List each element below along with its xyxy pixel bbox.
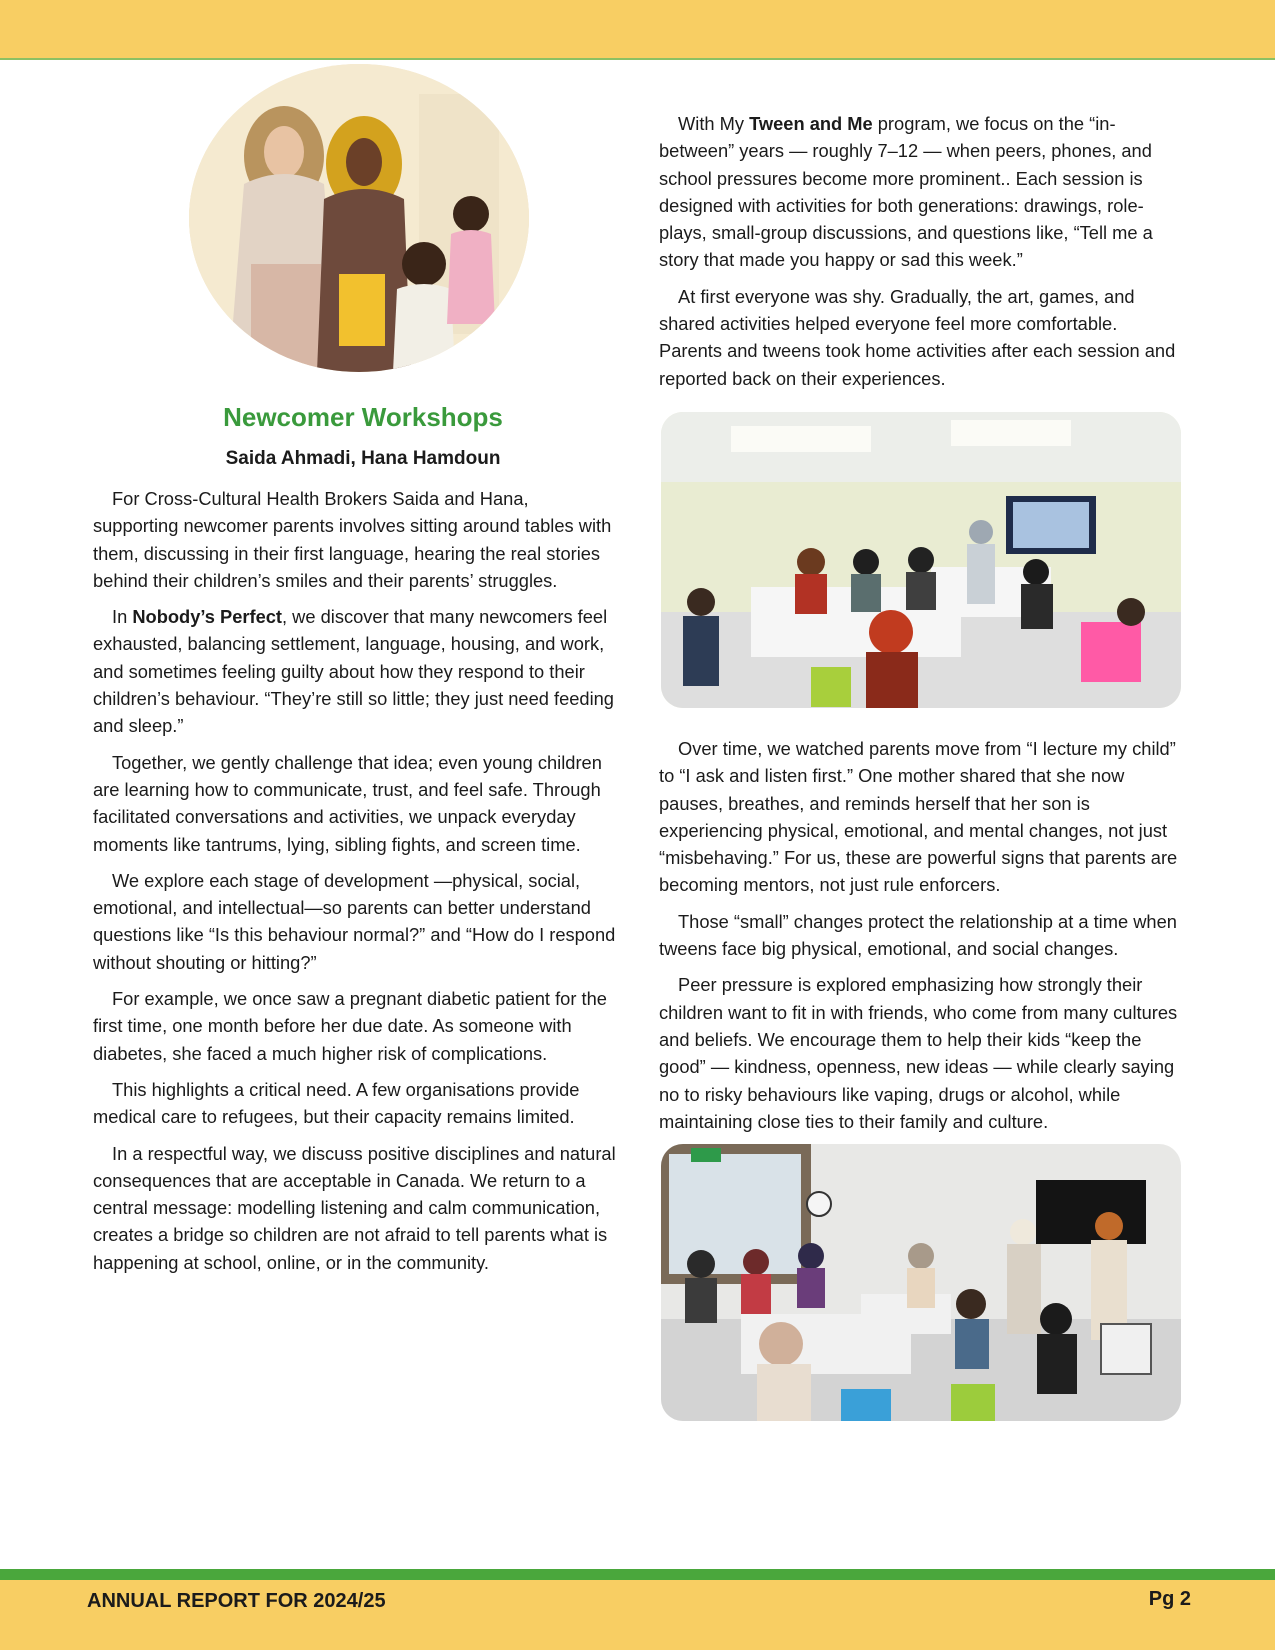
left-article-body: [93, 485, 618, 1285]
paragraph-text: This highlights a critical need. A few organisations provide medical care to refugees, but their capacity remains limited.: [93, 1078, 580, 1128]
paragraph-text: We explore each stage of development —physical, social, emotional, and intellectual—so parents can better understand questions like “Is this behaviour normal?” and “How do I respond without shouting or hitting?”: [93, 869, 616, 973]
section-authors: Saida Ahmadi, Hana Hamdoun: [225, 448, 501, 469]
paragraph-text: In a respectful way, we discuss positive disciplines and natural consequences that are acceptable in Canada. We return to a central message: modelling listening and calm communication, creates a bridge so children are not afraid to tell parents what is happening at school, online, or in the community.: [93, 1142, 616, 1273]
paragraph: [93, 749, 618, 858]
paragraph: [659, 735, 1184, 899]
paragraph-text: Peer pressure is explored emphasizing how strongly their children want to fit in with friends, who come from many cultures and beliefs. We encourage them to help their kids “keep the good” — kindness, openness, new ideas — while clearly saying no to risky behaviours like vaping, drugs or alcohol, while maintaining close ties to their family and culture.: [659, 974, 1178, 1132]
paragraph: [93, 1076, 618, 1131]
paragraph: [93, 1140, 618, 1276]
paragraph-text: Together, we gently challenge that idea; even young children are learning how to communicate, trust, and feel safe. Through facilitated conversations and activities, we unpack everyday moments like tantrums, lying, sibling fights, and screen time.: [93, 751, 602, 855]
paragraph: [93, 867, 618, 976]
paragraph: [93, 485, 618, 594]
paragraph-text: , we discover that many newcomers feel exhausted, balancing settlement, language, housing, and work, and sometimes feeling guilty about how they respond to their children’s behaviour. “They’re still so little; they just need feeding and sleep.”: [93, 606, 614, 737]
report-label: ANNUAL REPORT FOR 2024/25: [87, 1590, 386, 1612]
paragraph-text: Over time, we watched parents move from “I lecture my child” to “I ask and listen first.” One mother shared that she now pauses, breathes, and reminds herself that her son is experiencing physical, emotional, and mental changes, not just “misbehaving.” For us, these are powerful signs that parents are becoming mentors, not just rule enforcers.: [659, 737, 1178, 896]
group-illustration: [661, 1144, 1181, 1421]
page-number: Pg 2: [1148, 1588, 1191, 1610]
paragraph: [659, 971, 1184, 1135]
workshop-photo-group: [661, 1144, 1181, 1421]
paragraph: [93, 985, 618, 1067]
workshop-photo-classroom: [661, 412, 1181, 708]
paragraph: [93, 603, 618, 739]
paragraph: [659, 908, 1184, 963]
header-band: [0, 0, 1275, 58]
paragraph: [659, 110, 1184, 274]
right-column: [659, 110, 1184, 1421]
section-title: Newcomer Workshops: [223, 402, 503, 432]
program-name-nobodys-perfect: Nobody’s Perfect: [132, 606, 282, 628]
paragraph-text: In: [112, 606, 133, 628]
header-rule: [0, 58, 1275, 60]
program-name-tween-and-me: Tween and Me: [749, 113, 873, 134]
staff-portrait-photo: [189, 64, 529, 372]
paragraph-text: For example, we once saw a pregnant diabetic patient for the first time, one month before her due date. As someone with diabetes, she faced a much higher risk of complications.: [93, 988, 607, 1064]
portrait-illustration: [189, 64, 529, 372]
footer-rule: [0, 1569, 1275, 1580]
paragraph-text: With My: [678, 113, 750, 134]
paragraph-text: At first everyone was shy. Gradually, the art, games, and shared activities helped everyone feel more comfortable. Parents and tweens took home activities after each session and reported back on their experiences.: [659, 285, 1176, 389]
paragraph-text: program, we focus on the “in-between” years — roughly 7–12 — when peers, phones, and school pressures become more prominent.. Each session is designed with activities for both generations: drawings, role-plays, small-group discussions, and questions like, “Tell me a story that made you happy or sad this week.”: [659, 113, 1153, 271]
paragraph: [659, 283, 1184, 392]
classroom-illustration: [661, 412, 1181, 708]
paragraph-text: For Cross-Cultural Health Brokers Saida and Hana, supporting newcomer parents involves sitting around tables with them, discussing in their first language, hearing the real stories behind their children’s smiles and their parents’ struggles.: [93, 488, 612, 591]
paragraph-text: Those “small” changes protect the relationship at a time when tweens face big physical, emotional, and social changes.: [659, 910, 1177, 960]
